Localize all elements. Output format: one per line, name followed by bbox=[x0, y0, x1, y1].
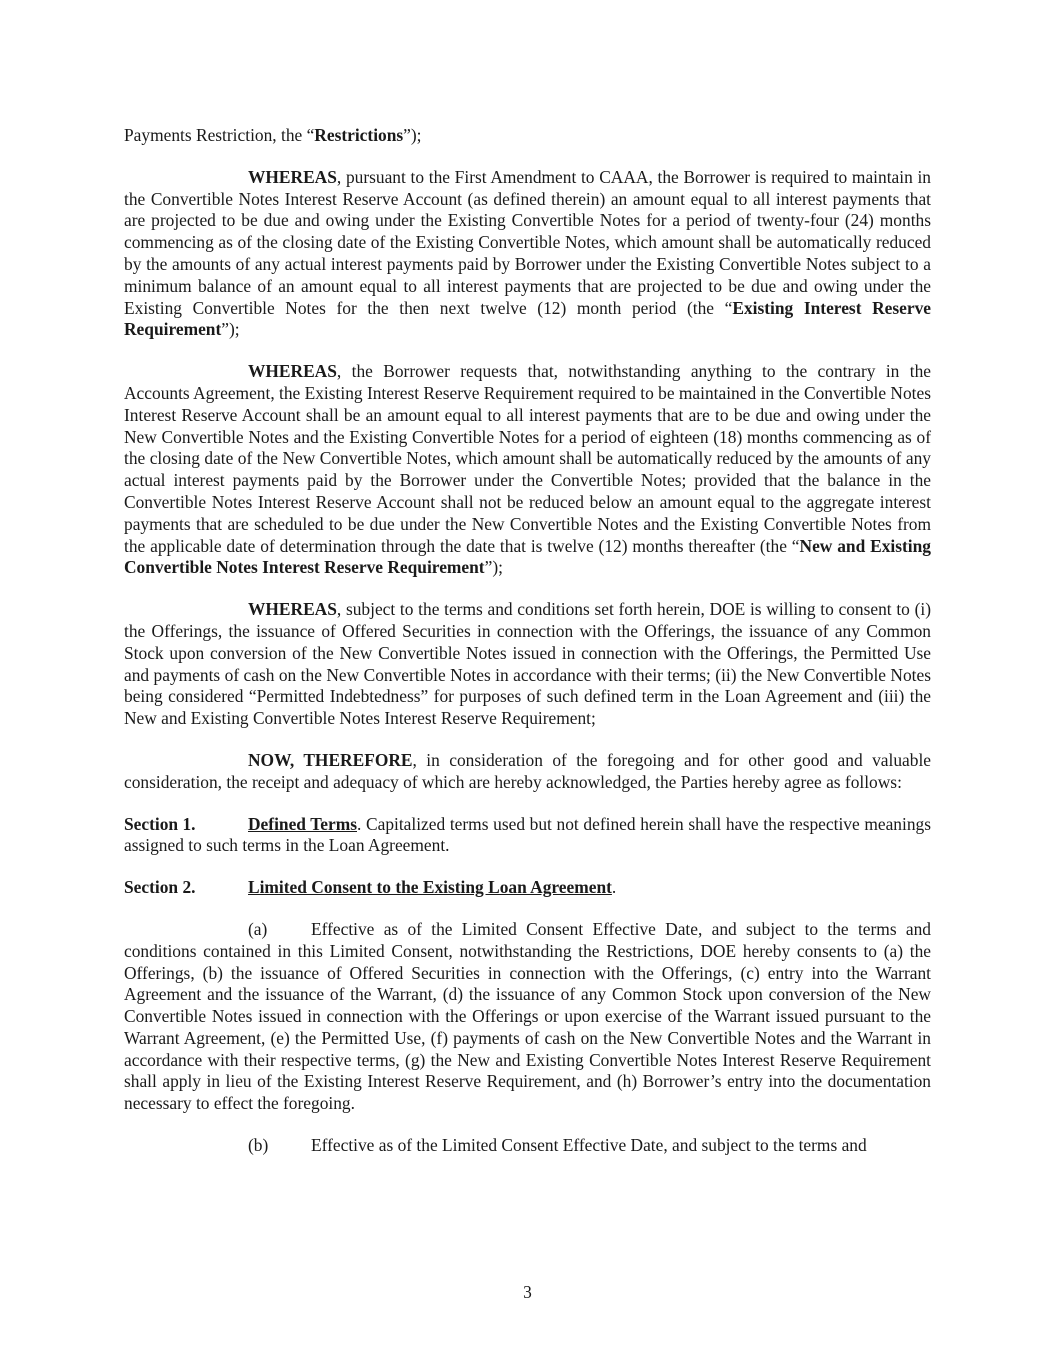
section-2-title: Limited Consent to the Existing Loan Agreement bbox=[248, 877, 612, 898]
clause-a-text: Effective as of the Limited Consent Effective Date, and subject to the terms and conditions contained in this Limited Consent, notwithstanding the Restrictions, DOE hereby consents to (a) the Offerings, (b) the issuance of Offered Securities in connection with the Offerings, (c) entry into the Warrant Agreement and the issuance of the Warrant, (d) the issuance of any Common Stock upon conversion of the New Convertible Notes issued in connection with the Offerings or upon exercise of the Warrant issued pursuant to the Warrant Agreement, (e) the Permitted Use, (f) payments of cash on the New Convertible Notes and the Warrant in accordance with their respective terms, (g) the New and Existing Convertible Notes Interest Reserve Requirement shall apply in lieu of the Existing Interest Reserve Requirement, and (h) Borrower’s entry into the documentation necessary to effect the foregoing. bbox=[124, 918, 931, 1114]
clause-a-label: (a) bbox=[248, 918, 268, 939]
section-1-title: Defined Terms bbox=[248, 813, 357, 834]
clause-b-label: (b) bbox=[248, 1135, 269, 1156]
page-number: 3 bbox=[523, 1282, 532, 1302]
clause-b-text: Effective as of the Limited Consent Effective Date, and subject to the terms and bbox=[311, 1135, 867, 1156]
whereas-keyword: WHEREAS bbox=[248, 599, 337, 620]
document-body bbox=[124, 125, 931, 1157]
whereas-2-text-end: ”); bbox=[484, 557, 503, 578]
section-2-text: . bbox=[611, 877, 617, 898]
whereas-keyword: WHEREAS bbox=[248, 361, 337, 382]
clause-a bbox=[124, 919, 931, 1115]
whereas-1-text-end: ”); bbox=[221, 319, 240, 340]
section-1-number: Section 1. bbox=[124, 813, 196, 834]
defined-term-existing-interest-reserve: Existing Interest Reserve Requirement bbox=[124, 297, 931, 340]
section-1-text: . Capitalized terms used but not defined herein shall have the respective meanings assigned to such terms in the Loan Agreement. bbox=[124, 813, 931, 856]
intro-paragraph bbox=[124, 125, 931, 147]
whereas-2-text: , the Borrower requests that, notwithstanding anything to the contrary in the Accounts Agreement, the Existing Interest Reserve Requirement required to be maintained in the Convertible Notes Interest Reserve Account shall be an amount equal to all interest payments that are to be due and owing under the New Convertible Notes and the Existing Convertible Notes for a period of eighteen (18) months commencing as of the closing date of the New Convertible Notes, which amount shall be automatically reduced by the amounts of any actual interest payments paid by the Borrower under the Convertible Notes; provided that the balance in the Convertible Notes Interest Reserve Account shall not be reduced below an amount equal to the aggregate interest payments that are scheduled to be due under the New Convertible Notes and the Existing Convertible Notes from the applicable date of determination through the date that is twelve (12) months thereafter (the “ bbox=[124, 361, 931, 556]
now-therefore-keyword: NOW, THEREFORE bbox=[248, 749, 413, 770]
intro-text: Payments Restriction, the “ bbox=[124, 125, 315, 145]
defined-term-new-and-existing-reserve: New and Existing Convertible Notes Interest Reserve Requirement bbox=[124, 535, 931, 578]
section-2 bbox=[124, 877, 931, 899]
whereas-keyword: WHEREAS bbox=[248, 166, 337, 187]
section-1 bbox=[124, 814, 931, 858]
now-therefore-paragraph bbox=[124, 750, 931, 794]
whereas-paragraph-2 bbox=[124, 361, 931, 579]
intro-text-end: ”); bbox=[403, 125, 422, 145]
whereas-paragraph-1 bbox=[124, 167, 931, 341]
whereas-1-text: , pursuant to the First Amendment to CAAA, the Borrower is required to maintain in the Convertible Notes Interest Reserve Account (as defined therein) an amount equal to all interest payments that are projected to be due and owing under the Existing Convertible Notes for a period of twenty-four (24) months commencing as of the closing date of the Existing Convertible Notes, which amount shall be automatically reduced by the amounts of any actual interest payments paid by Borrower under the Existing Convertible Notes subject to a minimum balance of an amount equal to all interest payments that are projected to be due and owing under the Existing Convertible Notes for the then next twelve (12) month period (the “ bbox=[124, 166, 931, 318]
defined-term-restrictions: Restrictions bbox=[314, 125, 404, 145]
whereas-paragraph-3 bbox=[124, 599, 931, 730]
clause-b bbox=[124, 1135, 931, 1157]
section-2-number: Section 2. bbox=[124, 877, 196, 898]
now-therefore-text: , in consideration of the foregoing and for other good and valuable consideration, the receipt and adequacy of which are hereby acknowledged, the Parties hereby agree as follows: bbox=[124, 749, 931, 792]
whereas-3-text: , subject to the terms and conditions set forth herein, DOE is willing to consent to (i) the Offerings, the issuance of Offered Securities in connection with the Offerings, the issuance of any Common Stock upon conversion of the New Convertible Notes issued in connection with the Offerings, the Permitted Use and payments of cash on the New Convertible Notes in accordance with their terms; (ii) the New Convertible Notes being considered “Permitted Indebtedness” for purposes of such defined term in the Loan Agreement and (iii) the New and Existing Convertible Notes Interest Reserve Requirement; bbox=[124, 599, 931, 729]
